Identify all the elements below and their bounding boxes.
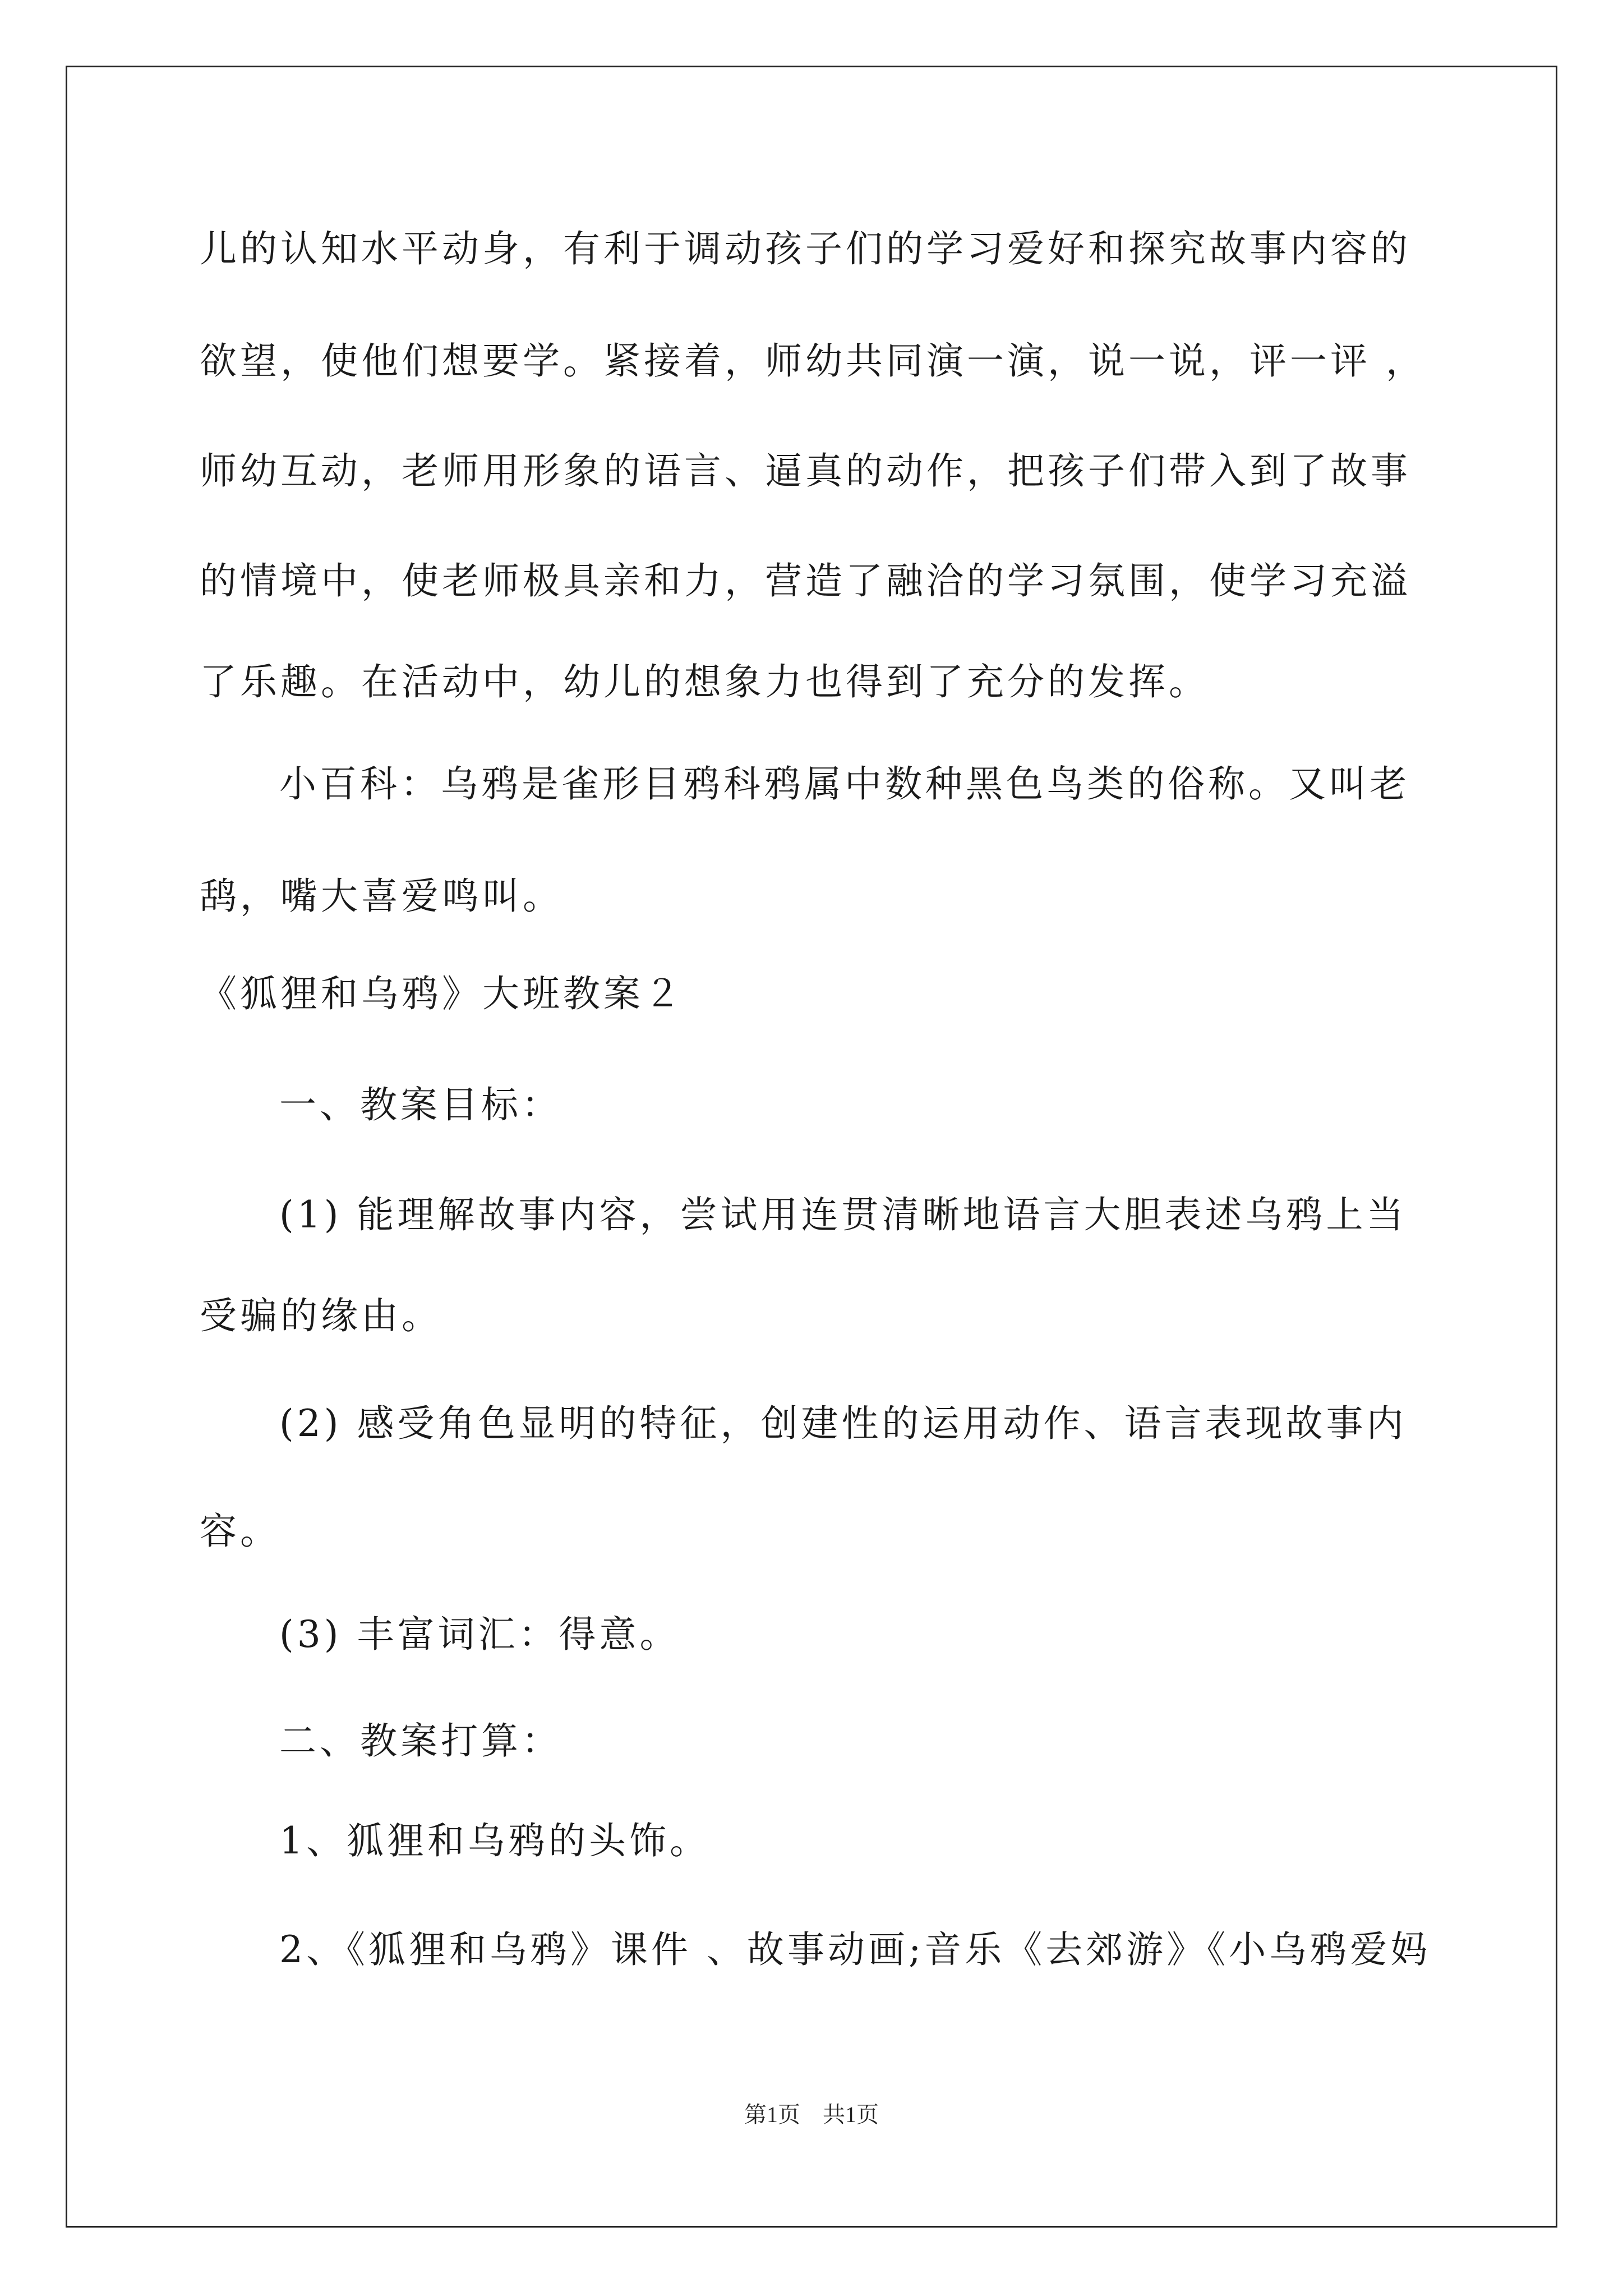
- text-line: 师幼互动，老师用形象的语言、逼真的动作，把孩子们带入到了故事: [200, 449, 1411, 493]
- text-line: 鸹，嘴大喜爱鸣叫。: [200, 875, 563, 918]
- text-line: 2、《狐狸和乌鸦》课件 、故事动画;音乐《去郊游》《小乌鸦爱妈: [279, 1928, 1431, 1971]
- text-line: 1、狐狸和乌鸦的头饰。: [279, 1819, 710, 1862]
- text-line: 二、教案打算：: [279, 1719, 562, 1763]
- text-line: 了乐趣。在活动中，幼儿的想象力也得到了充分的发挥。: [200, 660, 1209, 703]
- page-footer: 第1页 共1页: [744, 2102, 879, 2127]
- text-line: 儿的认知水平动身，有利于调动孩子们的学习爱好和探究故事内容的: [200, 227, 1411, 270]
- page-border: [66, 66, 1557, 2228]
- text-line: (2) 感受角色显明的特征，创建性的运用动作、语言表现故事内: [279, 1402, 1407, 1445]
- text-line: 欲望，使他们想要学。紧接着，师幼共同演一演，说一说，评一评 ，: [200, 339, 1426, 383]
- section-heading: 《狐狸和乌鸦》大班教案２: [200, 972, 684, 1015]
- text-line: 的情境中，使老师极具亲和力，营造了融洽的学习氛围，使学习充溢: [200, 559, 1411, 602]
- text-line: 小百科：乌鸦是雀形目鸦科鸦属中数种黑色鸟类的俗称。又叫老: [279, 762, 1410, 806]
- text-line: 受骗的缘由。: [200, 1294, 442, 1337]
- text-line: (3) 丰富词汇：得意。: [279, 1613, 680, 1656]
- text-line: 容。: [200, 1510, 280, 1553]
- text-line: 一、教案目标：: [279, 1083, 562, 1126]
- text-line: (1) 能理解故事内容，尝试用连贯清晰地语言大胆表述乌鸦上当: [279, 1193, 1407, 1236]
